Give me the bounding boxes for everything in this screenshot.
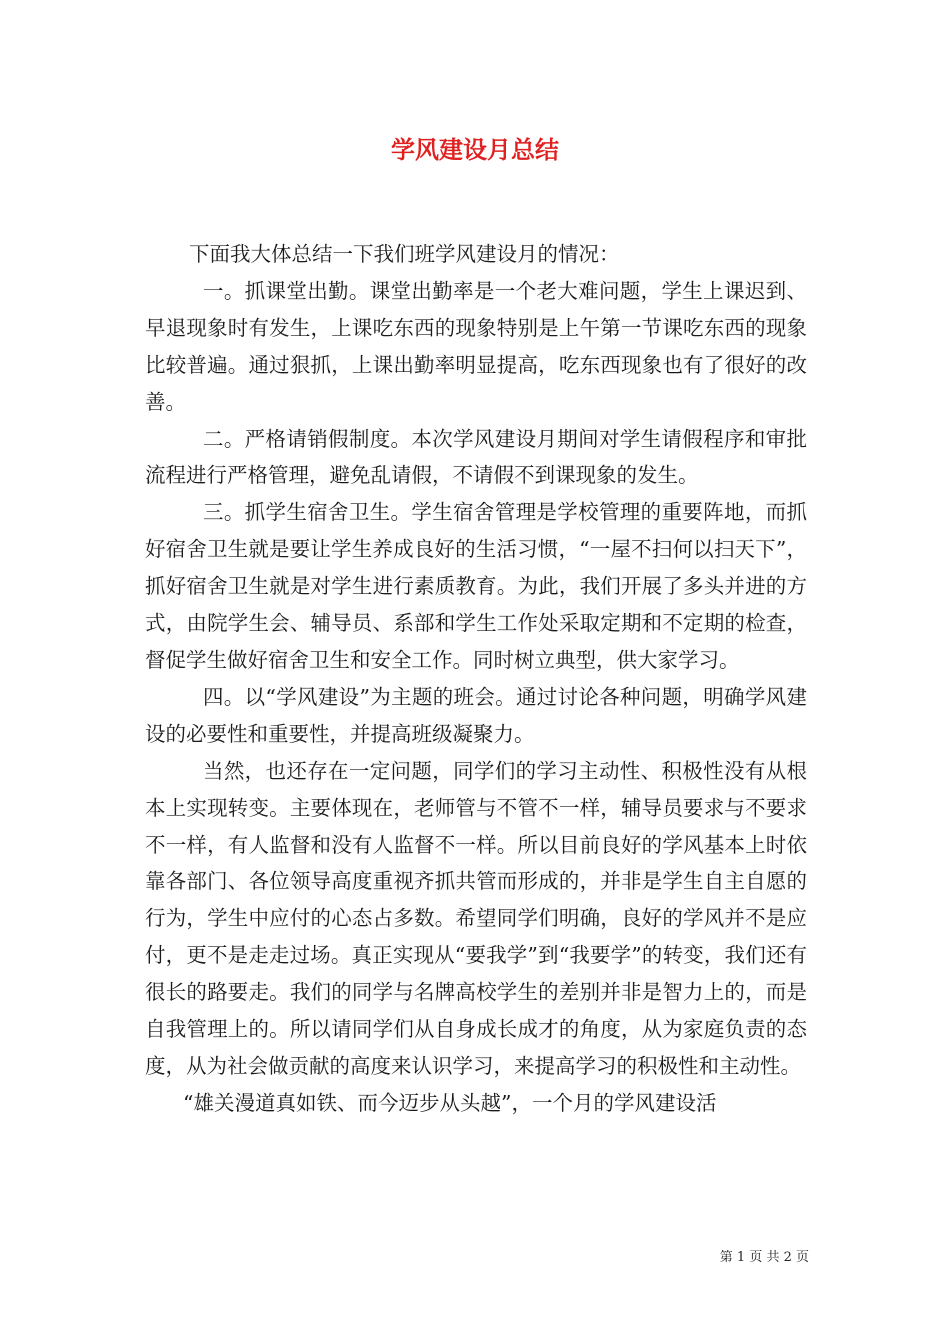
document-body: [145, 236, 807, 1122]
paragraph-closing: “雄关漫道真如铁、而今迈步从头越”，一个月的学风建设活: [183, 1090, 717, 1115]
paragraph-leave-policy: 二。严格请销假制度。本次学风建设月期间对学生请假程序和审批流程进行严格管理，避免乱请假，不请假不到课现象的发生。: [145, 426, 807, 488]
paragraph-problems: 当然，也还存在一定问题，同学们的学习主动性、积极性没有从根本上实现转变。主要体现在，老师管与不管不一样，辅导员要求与不要求不一样，有人监督和没有人监督不一样。所以目前良好的学风基本上时依靠各部门、各位领导高度重视齐抓共管而形成的，并非是学生自主自愿的行为，学生中应付的心态占多数。希望同学们明确，良好的学风并不是应付，更不是走走过场。真正实现从“要我学”到“我要学”的转变，我们还有很长的路要走。我们的同学与名牌高校学生的差别并非是智力上的，而是自我管理上的。所以请同学们从自身成长成才的角度，从为家庭负责的态度，从为社会做贡献的高度来认识学习，来提高学习的积极性和主动性。: [145, 758, 807, 1078]
paragraph-class-meeting: 四。以“学风建设”为主题的班会。通过讨论各种问题，明确学风建设的必要性和重要性，并提高班级凝聚力。: [145, 684, 807, 746]
paragraph-attendance: 一。抓课堂出勤。课堂出勤率是一个老大难问题，学生上课迟到、早退现象时有发生，上课吃东西的现象特别是上午第一节课吃东西的现象比较普遍。通过狠抓，上课出勤率明显提高，吃东西现象也有了很好的改善。: [145, 278, 807, 414]
document-title: 学风建设月总结: [391, 135, 559, 164]
paragraph-intro: 下面我大体总结一下我们班学风建设月的情况：: [189, 242, 620, 266]
page-number-label: 第 1 页 共 2 页: [719, 1250, 809, 1265]
paragraph-dormitory: 三。抓学生宿舍卫生。学生宿舍管理是学校管理的重要阵地，而抓好宿舍卫生就是要让学生养成良好的生活习惯，“一屋不扫何以扫天下”，抓好宿舍卫生就是对学生进行素质教育。为此，我们开展了多头并进的方式，由院学生会、辅导员、系部和学生工作处采取定期和不定期的检查，督促学生做好宿舍卫生和安全工作。同时树立典型，供大家学习。: [145, 500, 807, 672]
page-number-footer: [720, 1246, 809, 1265]
